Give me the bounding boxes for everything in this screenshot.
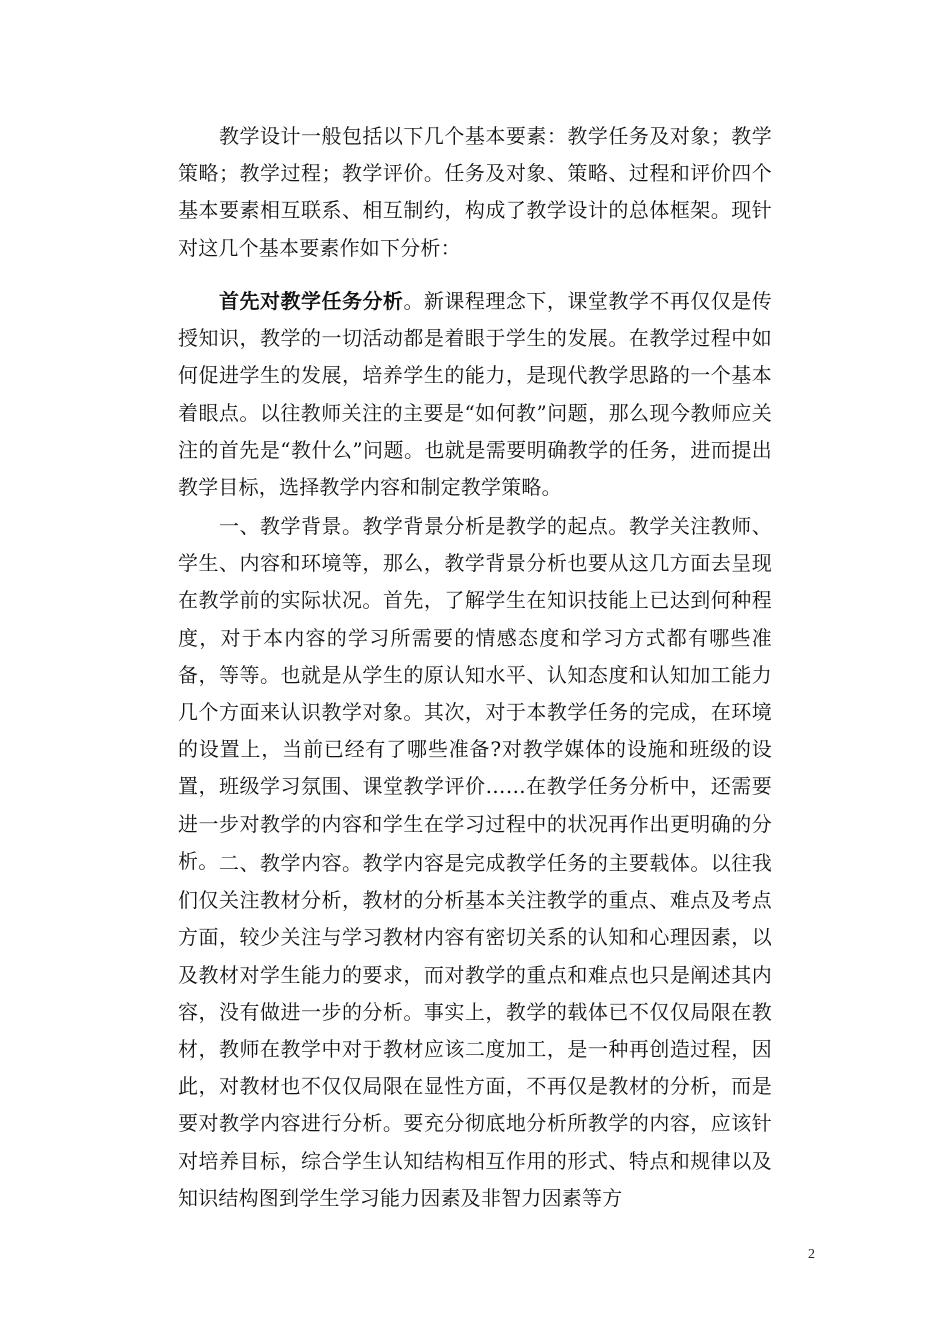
- page-number: 2: [808, 1247, 815, 1262]
- paragraph-3: [178, 508, 772, 880]
- paragraph-4: [178, 845, 772, 1217]
- paragraph-2-lead: 首先对教学任务分析: [219, 289, 404, 313]
- paragraph-1: [178, 118, 772, 267]
- paragraph-2: [178, 283, 772, 506]
- paragraph-4-text: 二、教学内容。教学内容是完成教学任务的主要载体。以往我们仅关注教材分析，教材的分析基本关注教学的重点、难点及考点方面，较少关注与学习教材内容有密切关系的认知和心理因素，以及教材对学生能力的要求，而对教学的重点和难点也只是阐述其内容，没有做进一步的分析。事实上，教学的载体已不仅仅局限在教材，教师在教学中对于教材应该二度加工，是一种再创造过程，因此，对教材也不仅仅局限在显性方面，不再仅是教材的分析，而是要对教学内容进行分析。要充分彻底地分析所教学的内容，应该针对培养目标，综合学生认知结构相互作用的形式、特点和规律以及知识结构图到学生学习能力因素及非智力因素等方: [178, 851, 772, 1210]
- paragraph-1-text: 教学设计一般包括以下几个基本要素：教学任务及对象；教学策略；教学过程；教学评价。任务及对象、策略、过程和评价四个基本要素相互联系、相互制约，构成了教学设计的总体框架。现针对这几个基本要素作如下分析：: [178, 124, 772, 260]
- paragraph-3-text: 一、教学背景。教学背景分析是教学的起点。教学关注教师、学生、内容和环境等，那么，教学背景分析也要从这几方面去呈现在教学前的实际状况。首先，了解学生在知识技能上已达到何种程度，对于本内容的学习所需要的情感态度和学习方式都有哪些准备，等等。也就是从学生的原认知水平、认知态度和认知加工能力几个方面来认识教学对象。其次，对于本教学任务的完成，在环境的设置上，当前已经有了哪些准备?对教学媒体的设施和班级的设置，班级学习氛围、课堂教学评价……在教学任务分析中，还需要进一步对教学的内容和学生在学习过程中的状况再作出更明确的分析。: [178, 514, 772, 873]
- paragraph-2-text: 。新课程理念下，课堂教学不再仅仅是传授知识，教学的一切活动都是着眼于学生的发展。在教学过程中如何促进学生的发展，培养学生的能力，是现代教学思路的一个基本着眼点。以往教师关注的主要是“如何教”问题，那么现今教师应关注的首先是“教什么”问题。也就是需要明确教学的任务，进而提出教学目标，选择教学内容和制定教学策略。: [178, 289, 772, 500]
